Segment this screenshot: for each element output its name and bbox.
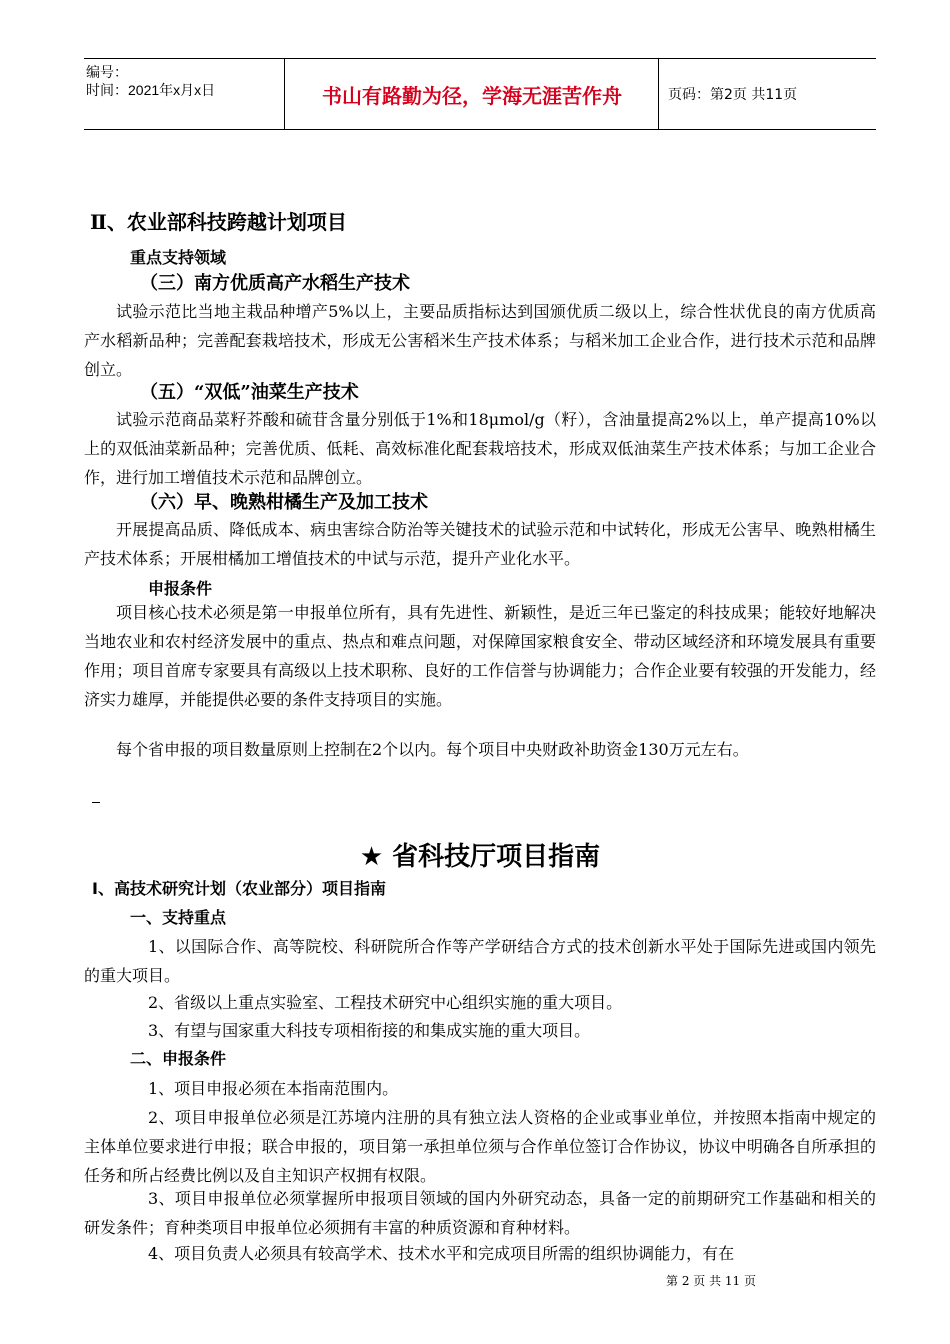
support-heading: 重点支持领域 <box>130 248 227 267</box>
focus-item: 2、省级以上重点实验室、工程技术研究中心组织实施的重大项目。 <box>148 993 623 1012</box>
header-motto: 书山有路勤为径，学海无涯苦作舟 <box>322 83 622 108</box>
conditions-heading: 二、申报条件 <box>130 1049 227 1068</box>
item-text: 试验示范商品菜籽芥酸和硫苷含量分别低于1%和18μmol/g（籽），含油量提高2%以上，单产提高10%以上的双低油菜新品种；完善优质、低耗、高效标准化配套栽培技术，形成双低油菜生产技术体系；与加工企业合作，进行加工增值技术示范和品牌创立。 <box>84 410 876 487</box>
item-heading: （六）早、晚熟柑橘生产及加工技术 <box>140 492 428 513</box>
condition-item: 2、项目申报单位必须是江苏境内注册的具有独立法人资格的企业或事业单位，并按照本指南中规定的主体单位要求进行申报；联合申报的，项目第一承担单位须与合作单位签订合作协议，协议中明确各自所承担的任务和所占经费比例以及自主知识产权拥有权限。 <box>84 1108 876 1185</box>
header-meta <box>86 63 284 125</box>
item-text: 试验示范比当地主栽品种增产5%以上，主要品质指标达到国颁优质二级以上，综合性状优良的南方优质高产水稻新品种；完善配套栽培技术，形成无公害稻米生产技术体系；与稻米加工企业合作，进行技术示范和品牌创立。 <box>84 302 876 379</box>
focus-item: 3、有望与国家重大科技专项相衔接的和集成实施的重大项目。 <box>148 1021 591 1040</box>
conditions-text: 项目核心技术必须是第一申报单位所有，具有先进性、新颖性，是近三年已鉴定的科技成果；能较好地解决当地农业和农村经济发展中的重点、热点和难点问题，对保障国家粮食安全、带动区域经济和环境发展具有重要作用；项目首席专家要具有高级以上技术职称、良好的工作信誉与协调能力；合作企业要有较强的开发能力，经济实力雄厚，并能提供必要的条件支持项目的实施。 <box>84 603 876 709</box>
item-text: 开展提高品质、降低成本、病虫害综合防治等关键技术的试验示范和中试转化，形成无公害早、晚熟柑橘生产技术体系；开展柑橘加工增值技术的中试与示范，提升产业化水平。 <box>84 520 876 568</box>
serial-label: 编号： <box>86 64 128 80</box>
header-page-label: 页码：第2页 共11页 <box>668 87 798 103</box>
header-divider <box>658 59 659 129</box>
focus-item: 1、以国际合作、高等院校、科研院所合作等产学研结合方式的技术创新水平处于国际先进或国内领先的重大项目。 <box>84 937 876 985</box>
condition-item: 1、项目申报必须在本指南范围内。 <box>148 1079 399 1098</box>
header-divider <box>284 59 285 129</box>
conditions-heading: 申报条件 <box>148 579 213 598</box>
dash-divider <box>92 802 100 803</box>
item-heading: （三）南方优质高产水稻生产技术 <box>140 273 410 294</box>
province-subtitle: Ⅰ、高技术研究计划（农业部分）项目指南 <box>92 879 386 898</box>
province-title: ★ 省科技厅项目指南 <box>359 842 601 872</box>
item-heading: （五）“双低”油菜生产技术 <box>140 382 359 403</box>
quota-text: 每个省申报的项目数量原则上控制在2个以内。每个项目中央财政补助资金130万元左右。 <box>116 740 749 759</box>
date-label: 时间：2021年x月x日 <box>86 82 216 98</box>
page-footer: 第 2 页 共 11 页 <box>666 1274 756 1288</box>
page-header <box>84 58 876 130</box>
focus-heading: 一、支持重点 <box>130 908 227 927</box>
condition-item: 4、项目负责人必须具有较高学术、技术水平和完成项目所需的组织协调能力，有在 <box>148 1244 735 1263</box>
condition-item: 3、项目申报单位必须掌握所申报项目领域的国内外研究动态，具备一定的前期研究工作基础和相关的研发条件；育种类项目申报单位必须拥有丰富的种质资源和育种材料。 <box>84 1189 876 1237</box>
section-title: Ⅱ、农业部科技跨越计划项目 <box>90 210 347 234</box>
